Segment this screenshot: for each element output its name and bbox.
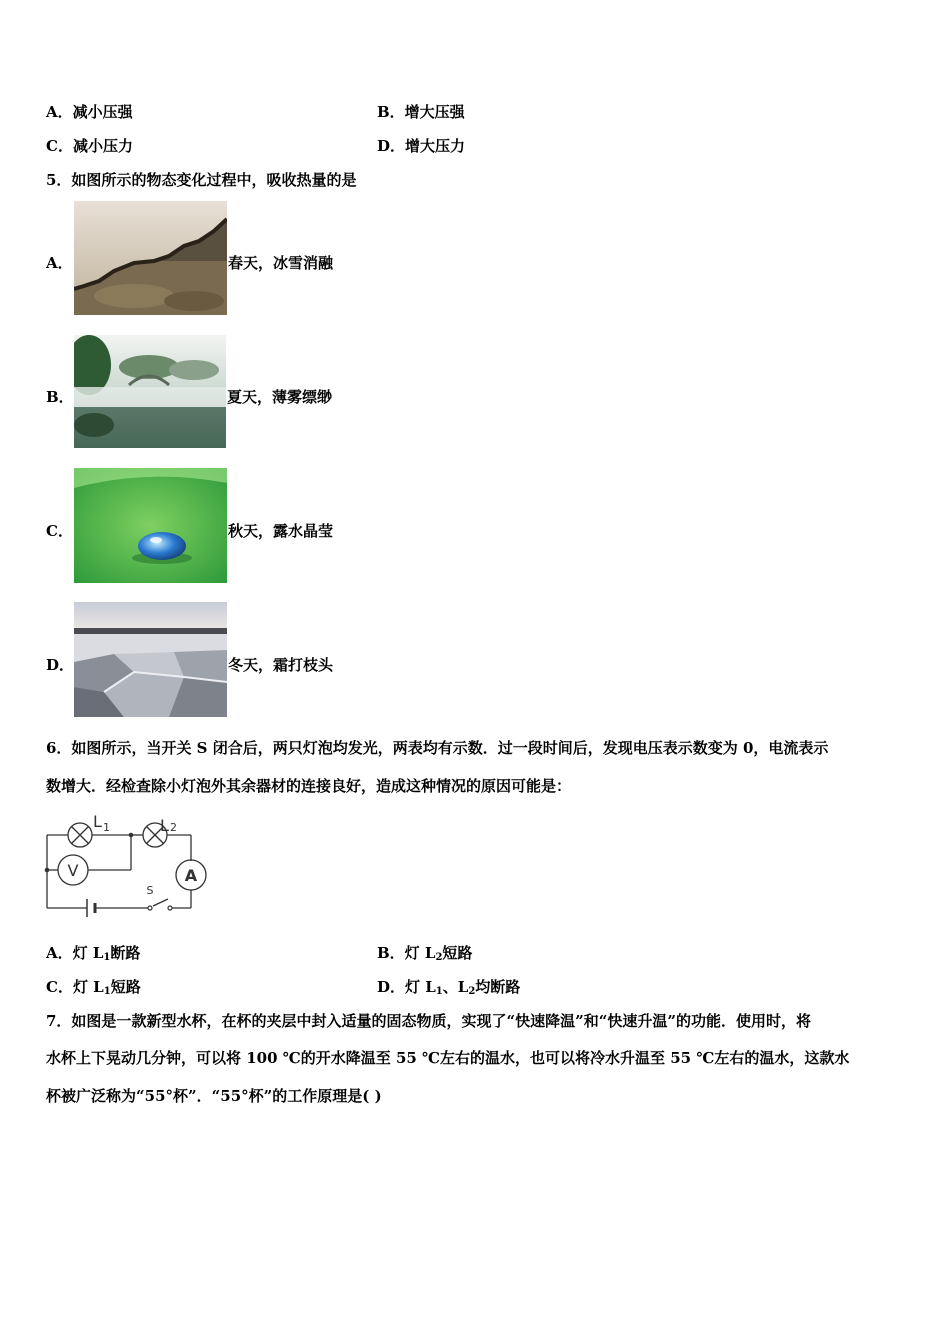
voltmeter-label: V bbox=[67, 861, 79, 880]
q7-line3: 杯被广泛称为“55°杯”．“55°杯”的工作原理是( ) bbox=[46, 1087, 382, 1105]
q5-option-c-caption: 秋天，露水晶莹 bbox=[228, 522, 334, 540]
q5-stem: 5．如图所示的物态变化过程中，吸收热量的是 bbox=[46, 171, 357, 189]
ice-melting-photo bbox=[74, 201, 227, 315]
l1-label: L bbox=[93, 812, 102, 831]
q7-line1: 7．如图是一款新型水杯，在杯的夹层中封入适量的固态物质，实现了“快速降温”和“快速升温”的功能．使用时，将 bbox=[46, 1012, 811, 1030]
q6-option-b: B．灯 $L_2$短路 bbox=[377, 944, 473, 963]
l1-subscript: 1 bbox=[103, 821, 110, 834]
q4-option-d: D．增大压力 bbox=[377, 137, 466, 155]
mist-photo bbox=[74, 335, 226, 448]
q5-option-b-caption: 夏天，薄雾缥缈 bbox=[227, 388, 333, 406]
q6-option-c: C．灯 $L_1$短路 bbox=[46, 978, 141, 997]
q4-option-a: A．减小压强 bbox=[46, 103, 133, 121]
q4-option-c: C．减小压力 bbox=[46, 137, 133, 155]
ammeter-label: A bbox=[184, 866, 198, 885]
q7-line2: 水杯上下晃动几分钟，可以将 100 ℃的开水降温至 55 ℃左右的温水，也可以将冷水升温至 55 ℃左右的温水，这款水 bbox=[46, 1049, 850, 1067]
q5-option-a-letter: A． bbox=[46, 254, 73, 272]
q5-option-b-letter: B． bbox=[46, 388, 74, 406]
q5-option-c-letter: C． bbox=[46, 522, 73, 540]
switch-label: S bbox=[146, 884, 154, 897]
q4-option-b: B．增大压强 bbox=[377, 103, 465, 121]
dew-drop-photo bbox=[74, 468, 227, 583]
l2-label: L bbox=[160, 816, 169, 835]
q6-option-a: A．灯 $L_1$断路 bbox=[46, 944, 141, 963]
circuit-diagram bbox=[40, 808, 215, 926]
l2-subscript: 2 bbox=[170, 821, 177, 834]
q5-option-d-caption: 冬天，霜打枝头 bbox=[228, 656, 334, 674]
q6-stem-line1: 6．如图所示，当开关 S 闭合后，两只灯泡均发光，两表均有示数．过一段时间后，发现电压表示数变为 0，电流表示 bbox=[46, 739, 829, 757]
q5-option-d-letter: D． bbox=[46, 656, 75, 674]
frost-photo bbox=[74, 602, 227, 717]
q6-option-d: D．灯 $L_1$、$L_2$均断路 bbox=[377, 978, 521, 997]
q6-stem-line2: 数增大．经检查除小灯泡外其余器材的连接良好，造成这种情况的原因可能是： bbox=[46, 777, 572, 795]
q5-option-a-caption: 春天，冰雪消融 bbox=[228, 254, 334, 272]
